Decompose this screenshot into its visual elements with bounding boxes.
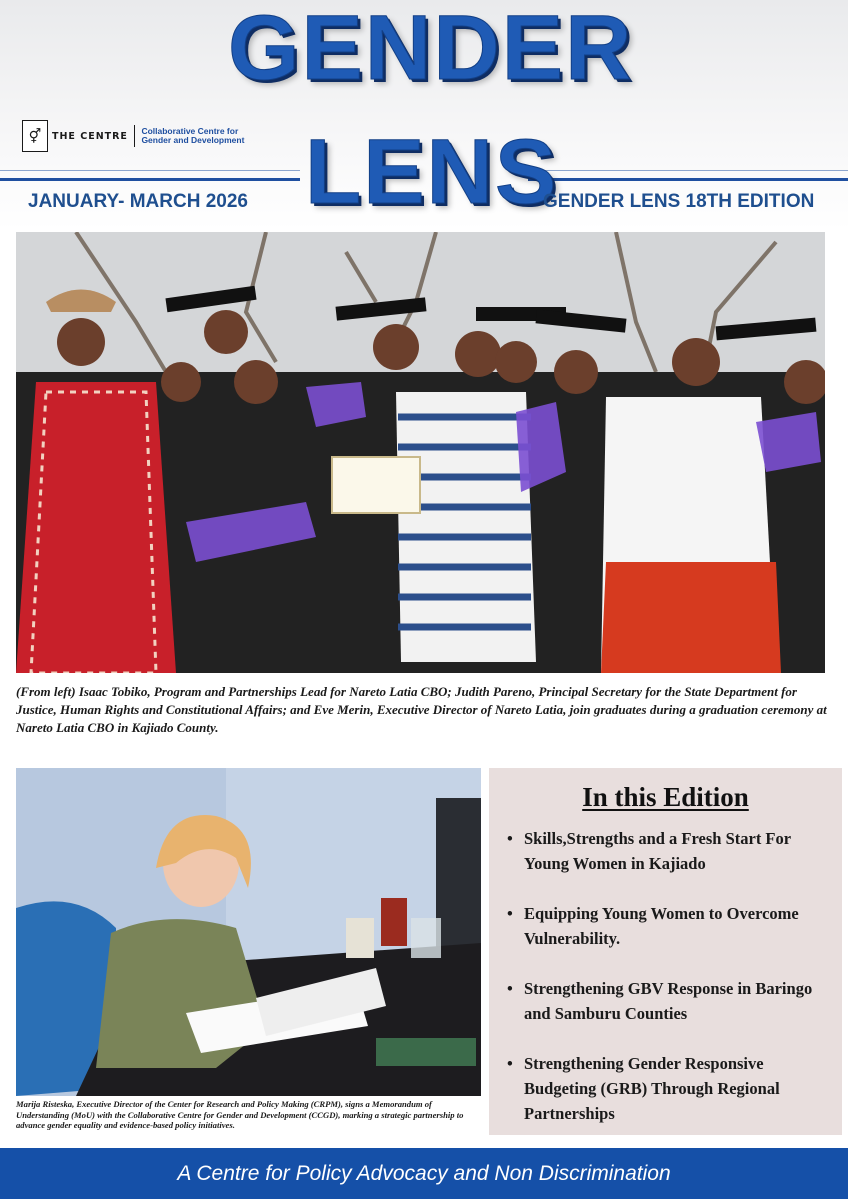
- toc-title: In this Edition: [582, 782, 749, 812]
- masthead-title-lens: LENS: [305, 121, 559, 223]
- footer-banner: [0, 1148, 848, 1199]
- logo-divider: [134, 125, 136, 147]
- graduation-photo: [16, 232, 825, 673]
- masthead-rule-left-thin: [0, 170, 300, 171]
- logo-tagline-line2: Gender and Development: [141, 135, 245, 145]
- masthead-rule-right-thin: [528, 170, 848, 171]
- centre-logo: [22, 120, 244, 152]
- toc-item[interactable]: • Equipping Young Women to Overcome Vulnerability.: [507, 901, 825, 951]
- toc-item[interactable]: • Strengthening GBV Response in Baringo and Samburu Counties: [507, 976, 825, 1026]
- toc-list: [507, 826, 825, 1126]
- mou-signing-illustration: [16, 768, 481, 1096]
- logo-tagline-line1: Collaborative Centre for: [141, 126, 239, 136]
- graduation-photo-caption: (From left) Isaac Tobiko, Program and Partnerships Lead for Nareto Latia CBO; Judith Pareno, Principal Secretary for the State Department for Justice, Human Rights and Constitutional Affairs; and Eve Merin, Executive Director of Nareto Latia, join graduates during a graduation ceremony at Nareto Latia CBO in Kajiado County.: [16, 684, 827, 735]
- masthead-rule-left: [0, 178, 300, 181]
- gender-symbol-icon: ⚥: [22, 120, 48, 152]
- graduation-photo-illustration: [16, 232, 825, 673]
- logo-tagline: [141, 127, 244, 145]
- edition-label: GENDER LENS 18TH EDITION: [543, 191, 815, 212]
- masthead-title-gender: GENDER: [228, 0, 634, 99]
- toc-item[interactable]: • Skills,Strengths and a Fresh Start For Young Women in Kajiado: [507, 826, 825, 876]
- in-this-edition-panel: [489, 768, 842, 1135]
- mou-signing-photo: [16, 768, 481, 1096]
- mou-photo-caption: Marija Risteska, Executive Director of the Center for Research and Policy Making (CRPM), signs a Memorandum of Understanding (MoU) with the Collaborative Centre for Gender and Development (CCGD), marking a strategic partnership to advance gender equality and evidence-based policy initiatives.: [16, 1099, 464, 1130]
- footer-tagline: A Centre for Policy Advocacy and Non Discrimination: [177, 1162, 671, 1185]
- logo-name: THE CENTRE: [52, 130, 128, 142]
- toc-item[interactable]: • Strengthening Gender Responsive Budgeting (GRB) Through Regional Partnerships: [507, 1051, 825, 1126]
- issue-period: JANUARY- MARCH 2026: [28, 191, 248, 212]
- masthead-rule-right: [528, 178, 848, 181]
